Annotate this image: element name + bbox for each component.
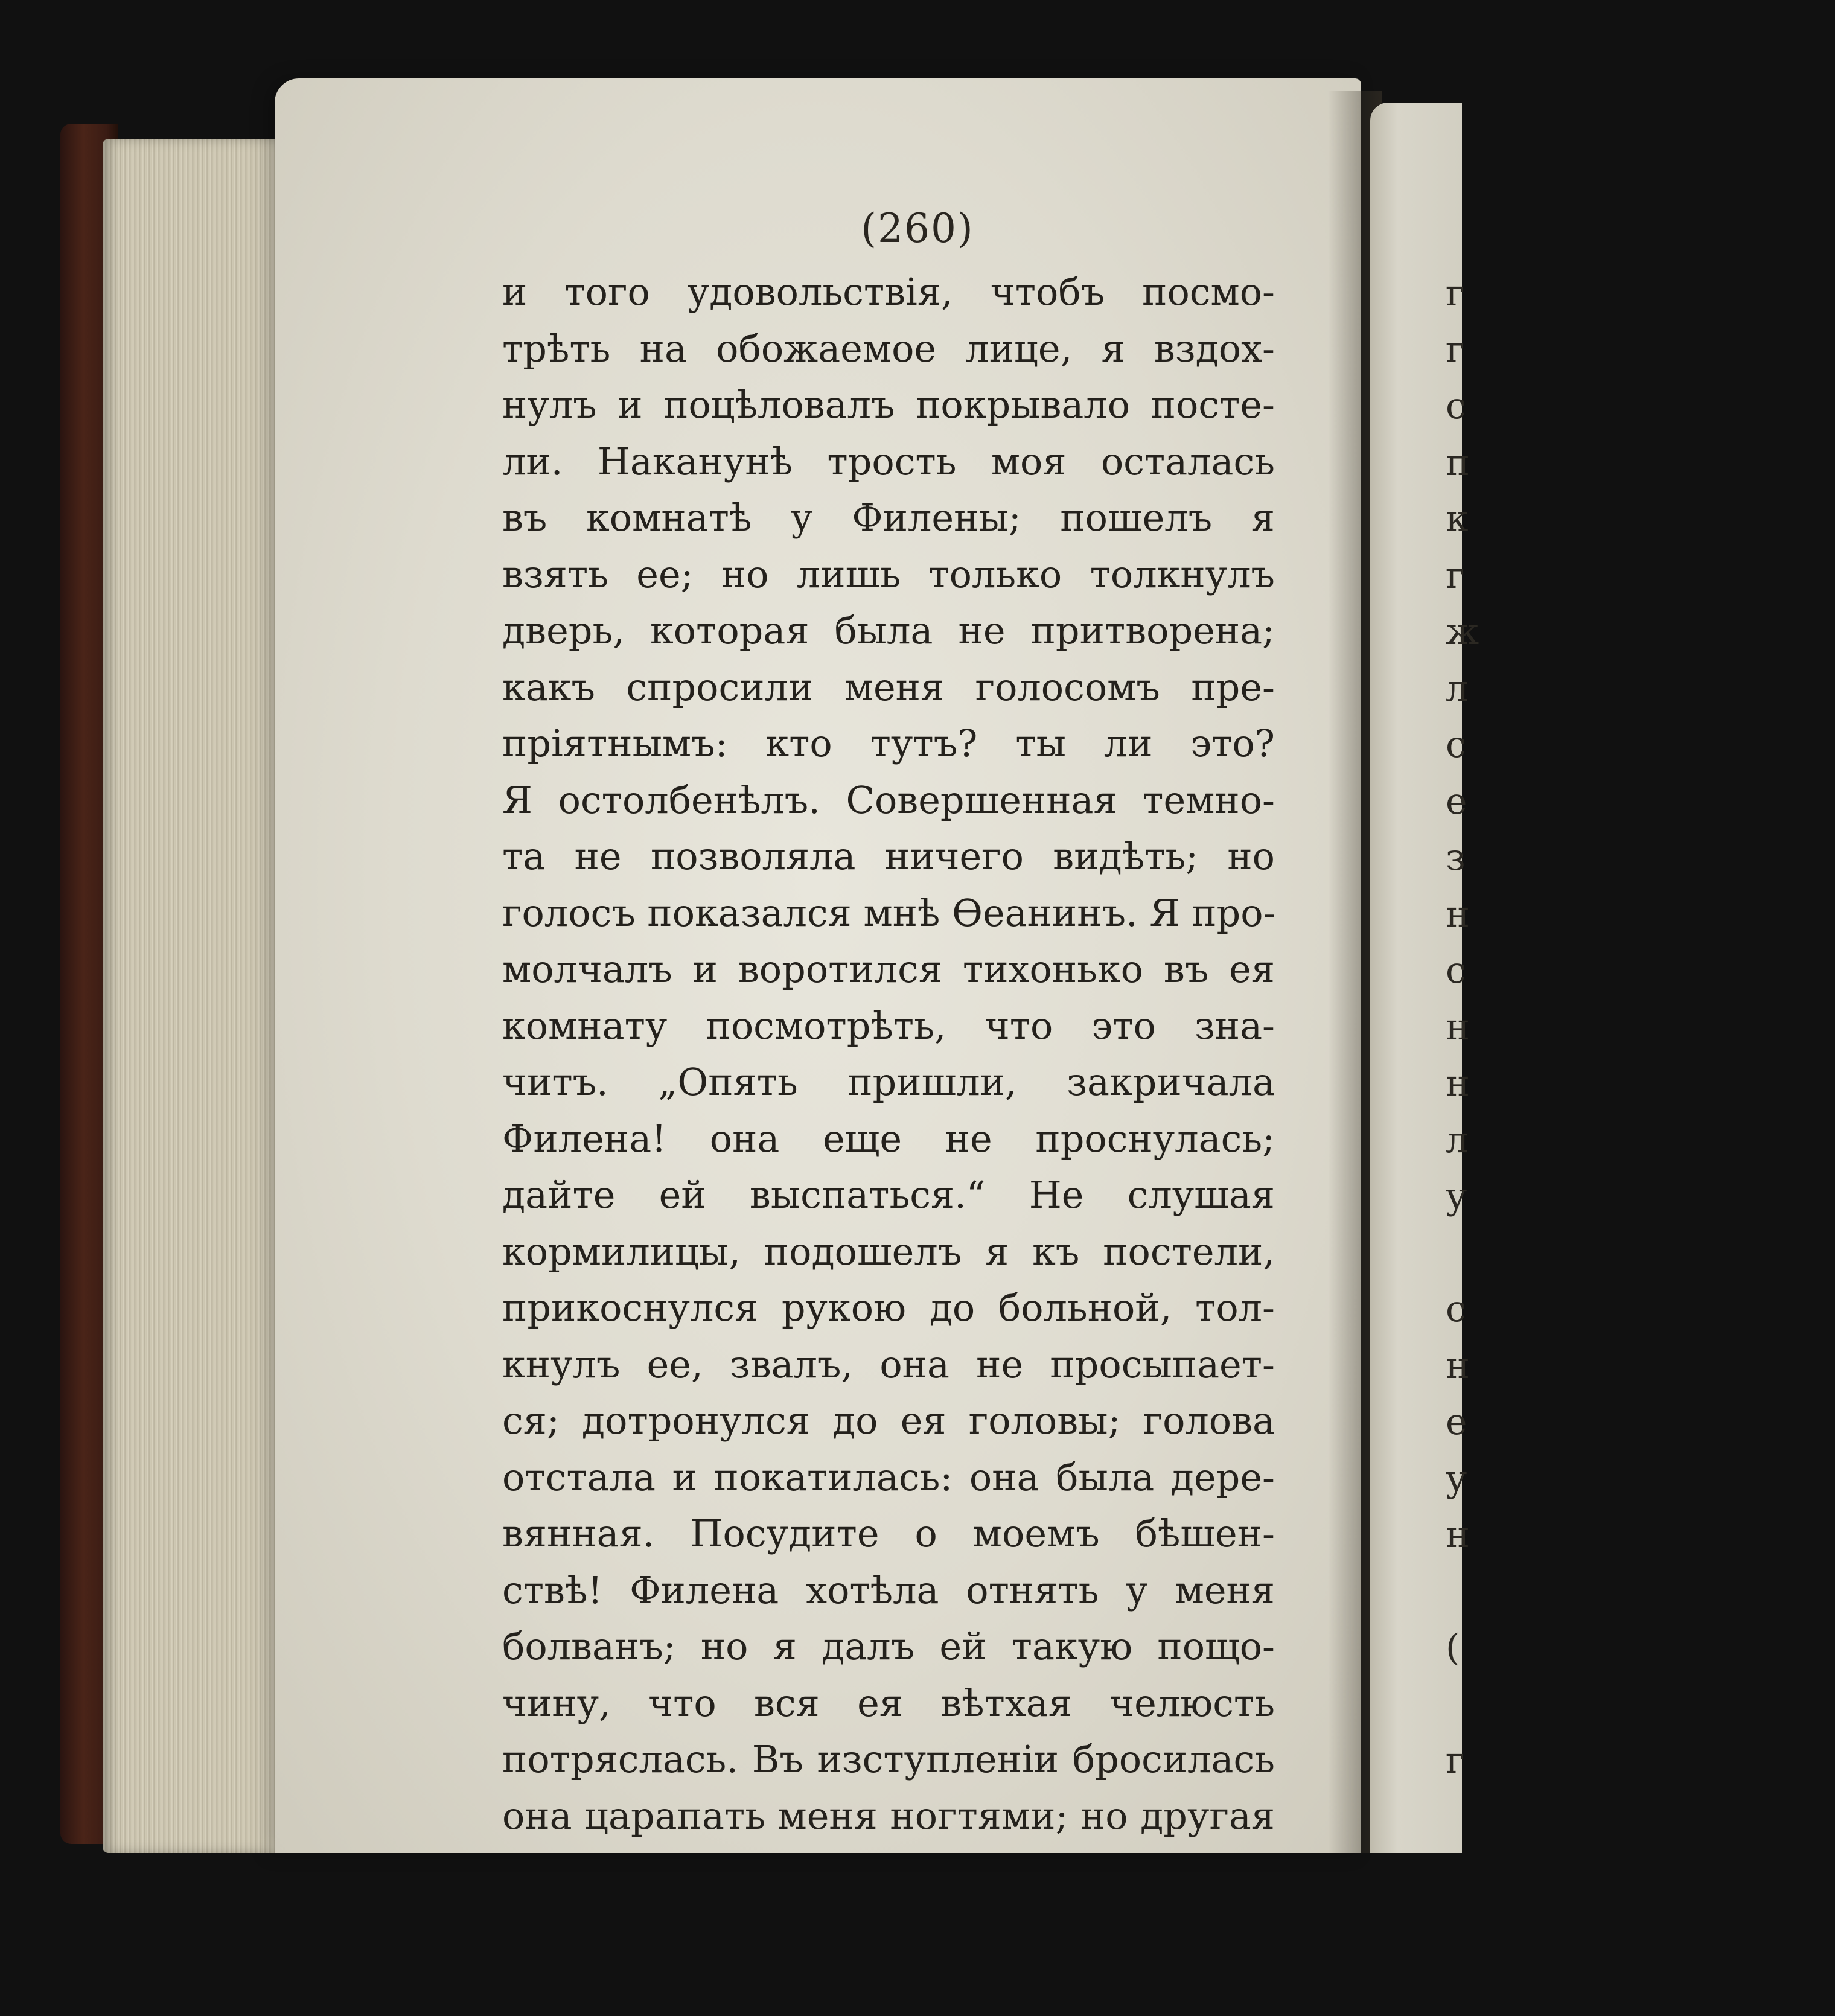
- facing-page-fragment: г: [1446, 328, 1465, 371]
- facing-page-fragment: с: [1446, 949, 1466, 992]
- facing-page-fragment: л: [1446, 1118, 1469, 1161]
- facing-page-fragment: с: [1446, 385, 1466, 427]
- text-line: въ комнатѣ у Филены; пошелъ я: [502, 496, 1275, 540]
- facing-page-fragment: у: [1446, 1457, 1467, 1500]
- page-text-block: [502, 264, 1275, 1844]
- facing-page-fragment: н: [1446, 1344, 1470, 1387]
- text-line: ли. Наканунѣ трость моя осталась: [502, 439, 1275, 483]
- facing-page-fragment: [1446, 1564, 1470, 1621]
- page-fore-edge: [103, 139, 284, 1853]
- facing-page-fragment: г: [1446, 272, 1465, 314]
- facing-page-fragment: у: [1446, 1175, 1467, 1217]
- page-number: [0, 205, 1835, 252]
- facing-page-fragment: [1446, 1790, 1470, 1846]
- text-line: Я остолбенѣлъ. Совершенная темно-: [502, 777, 1275, 822]
- page-number-text: (260): [861, 205, 974, 252]
- text-line: взять ее; но лишь только толкнулъ: [502, 552, 1275, 596]
- text-line: чину, что вся ея вѣтхая челюсть: [502, 1680, 1275, 1725]
- text-line: молчалъ и воротился тихонько въ ея: [502, 947, 1275, 991]
- text-line: ся; дотронулся до ея головы; голова: [502, 1399, 1275, 1443]
- facing-page-fragment: с: [1446, 724, 1466, 766]
- facing-page-fragment: з: [1446, 837, 1466, 879]
- text-line: она царапать меня ногтями; но другая: [502, 1793, 1275, 1838]
- facing-page-fragment: п: [1446, 441, 1470, 484]
- text-line: потряслась. Въ изступленіи бросилась: [502, 1737, 1275, 1781]
- facing-page-fragment: г: [1446, 1740, 1465, 1782]
- facing-page-fragment: н: [1446, 1514, 1470, 1556]
- text-line: дверь, которая была не притворена;: [502, 608, 1275, 652]
- text-line: нулъ и поцѣловалъ покрывало посте-: [502, 383, 1275, 427]
- facing-page-fragment: е: [1446, 1401, 1467, 1443]
- facing-page-fragment: н: [1446, 893, 1470, 936]
- text-line: голосъ показался мнѣ Өеанинъ. Я про-: [502, 890, 1276, 935]
- text-line: кормилицы, подошелъ я къ постели,: [502, 1229, 1275, 1274]
- text-line: болванъ; но я далъ ей такую пощо-: [502, 1624, 1275, 1668]
- text-line: и того удовольствія, чтобъ посмо-: [502, 270, 1275, 314]
- text-line: отстала и покатилась: она была дере-: [502, 1455, 1275, 1499]
- text-line: дайте ей выспаться.“ Не слушая: [502, 1173, 1275, 1217]
- facing-page-fragment: [1446, 1677, 1470, 1734]
- facing-page-fragment: н: [1446, 1006, 1470, 1048]
- text-line: какъ спросили меня голосомъ пре-: [502, 665, 1275, 709]
- text-line: вянная. Посудите о моемъ бѣшен-: [502, 1511, 1275, 1555]
- text-line: Филена! она еще не проснулась;: [502, 1116, 1275, 1161]
- facing-page-fragment: к: [1446, 498, 1469, 540]
- text-line: трѣть на обожаемое лице, я вздох-: [502, 326, 1275, 371]
- facing-page-fragment: е: [1446, 780, 1467, 823]
- text-line: прикоснулся рукою до больной, тол-: [502, 1286, 1275, 1330]
- facing-page-fragment: с: [1446, 1288, 1466, 1330]
- facing-page-fragment: (: [1446, 1627, 1460, 1669]
- text-line: читъ. „Опять пришли, закричала: [502, 1060, 1275, 1104]
- facing-page-fragment: [1446, 1225, 1470, 1282]
- text-line: ствѣ! Филена хотѣла отнять у меня: [502, 1568, 1275, 1612]
- facing-page-fragment: н: [1446, 1062, 1470, 1105]
- text-line: кнулъ ее, звалъ, она не просыпает-: [502, 1342, 1275, 1386]
- text-line: пріятнымъ: кто тутъ? ты ли это?: [502, 721, 1275, 765]
- text-line: комнату посмотрѣть, что это зна-: [502, 1003, 1275, 1048]
- text-line: та не позволяла ничего видѣть; но: [502, 834, 1275, 878]
- facing-page-fragment: л: [1446, 667, 1469, 710]
- facing-page-fragment: г: [1446, 554, 1465, 597]
- facing-page-fragment: ж: [1446, 611, 1479, 653]
- facing-page-text: [1446, 266, 1479, 1846]
